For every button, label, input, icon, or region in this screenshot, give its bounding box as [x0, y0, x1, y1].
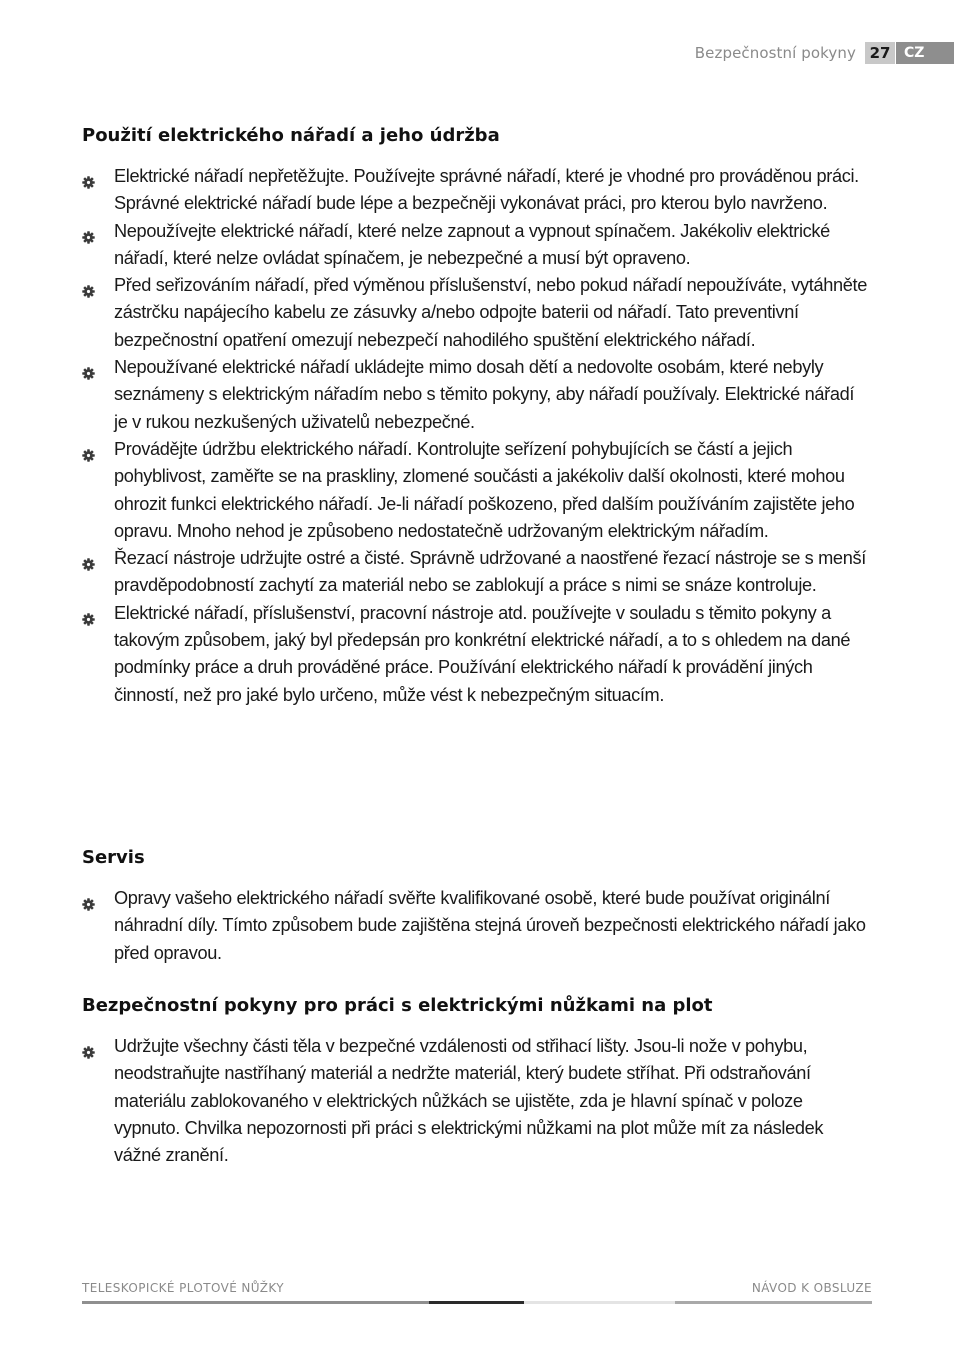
- footer-divider: [82, 1301, 872, 1304]
- bullet-list-hedge-trimmer-safety: [82, 1033, 872, 1169]
- list-item: Provádějte údržbu elektrického nářadí. Kontrolujte seřízení pohybujících se částí a jejich pohyblivost, zaměřte se na praskliny, zlomené součásti a jakékoliv další okolnosti, které mohou ohrozit funkci elektrického nářadí. Je-li nářadí poškozeno, před dalším používáním zajistěte jeho opravu. Mnoho nehod je způsobeno nedostatečně udržovaným elektrickým nářadím.: [82, 436, 872, 545]
- gear-bullet-icon: [82, 361, 95, 374]
- bullet-list-servis: [82, 885, 872, 967]
- footer-divider-segment: [675, 1301, 872, 1304]
- list-item: Nepoužívejte elektrické nářadí, které nelze zapnout a vypnout spínačem. Jakékoliv elektrické nářadí, které nelze ovládat spínačem, je nebezpečné a musí být opraveno.: [82, 218, 872, 273]
- footer-divider-segment: [82, 1301, 429, 1304]
- gear-bullet-icon: [82, 279, 95, 292]
- list-item: Nepoužívané elektrické nářadí ukládejte mimo dosah dětí a nedovolte osobám, které nebyly seznámeny s elektrickým nářadím nebo s těmito pokyny, aby nářadí používaly. Elektrické nářadí je v rukou nezkušených uživatelů nebezpečné.: [82, 354, 872, 436]
- gear-bullet-icon: [82, 443, 95, 456]
- gear-bullet-icon: [82, 170, 95, 183]
- gear-bullet-icon: [82, 607, 95, 620]
- header-section-title: Bezpečnostní pokyny: [694, 44, 856, 62]
- footer-product-name: TELESKOPICKÉ PLOTOVÉ NŮŽKY: [82, 1281, 284, 1295]
- section-heading-servis: Servis: [82, 847, 145, 868]
- section-heading-hedge-trimmer-safety: Bezpečnostní pokyny pro práci s elektrickými nůžkami na plot: [82, 995, 713, 1016]
- footer-divider-segment: [524, 1301, 675, 1304]
- language-badge: CZ: [896, 42, 954, 64]
- list-item: Před seřizováním nářadí, před výměnou příslušenství, nebo pokud nářadí nepoužíváte, vytáhněte zástrčku napájecího kabelu ze zásuvky a/nebo odpojte baterii od nářadí. Tato preventivní bezpečnostní opatření omezují nebezpečí nahodilého spuštění elektrického nářadí.: [82, 272, 872, 354]
- section-heading-usage-maintenance: Použití elektrického nářadí a jeho údržba: [82, 125, 500, 146]
- gear-bullet-icon: [82, 892, 95, 905]
- gear-bullet-icon: [82, 225, 95, 238]
- list-item: Opravy vašeho elektrického nářadí svěřte kvalifikované osobě, které bude používat originální náhradní díly. Tímto způsobem bude zajištěna stejná úroveň bezpečnosti elektrického nářadí jako před opravou.: [82, 885, 872, 967]
- list-item: Řezací nástroje udržujte ostré a čisté. Správně udržované a naostřené řezací nástroje se s menší pravděpodobností zachytí za materiál nebo se zablokují a práce s nimi se snáze kontroluje.: [82, 545, 872, 600]
- gear-bullet-icon: [82, 1040, 95, 1053]
- footer-divider-segment: [429, 1301, 524, 1304]
- page-number: 27: [865, 42, 895, 64]
- page-header: [695, 42, 954, 64]
- list-item: Udržujte všechny části těla v bezpečné vzdálenosti od střihací lišty. Jsou-li nože v pohybu, neodstraňujte nastříhaný materiál a nedržte materiál, který budete stříhat. Při odstraňování materiálu zablokovaného v elektrických nůžkách se ujistěte, zda je hlavní spínač v poloze vypnuto. Chvilka nepozornosti při práci s elektrickými nůžkami na plot může mít za následek vážné zranění.: [82, 1033, 872, 1169]
- list-item: Elektrické nářadí nepřetěžujte. Používejte správné nářadí, které je vhodné pro prováděnou práci. Správné elektrické nářadí bude lépe a bezpečněji vykonávat práci, pro kterou bylo navrženo.: [82, 163, 872, 218]
- footer-manual-label: NÁVOD K OBSLUZE: [751, 1281, 872, 1295]
- bullet-list-usage-maintenance: [82, 163, 872, 709]
- gear-bullet-icon: [82, 552, 95, 565]
- list-item: Elektrické nářadí, příslušenství, pracovní nástroje atd. používejte v souladu s těmito pokyny a takovým způsobem, jaký byl předepsán pro konkrétní elektrické nářadí, a to s ohledem na dané podmínky práce a druh prováděné práce. Používání elektrického nářadí k provádění jiných činností, než pro jaké bylo určeno, může vést k nebezpečným situacím.: [82, 600, 872, 709]
